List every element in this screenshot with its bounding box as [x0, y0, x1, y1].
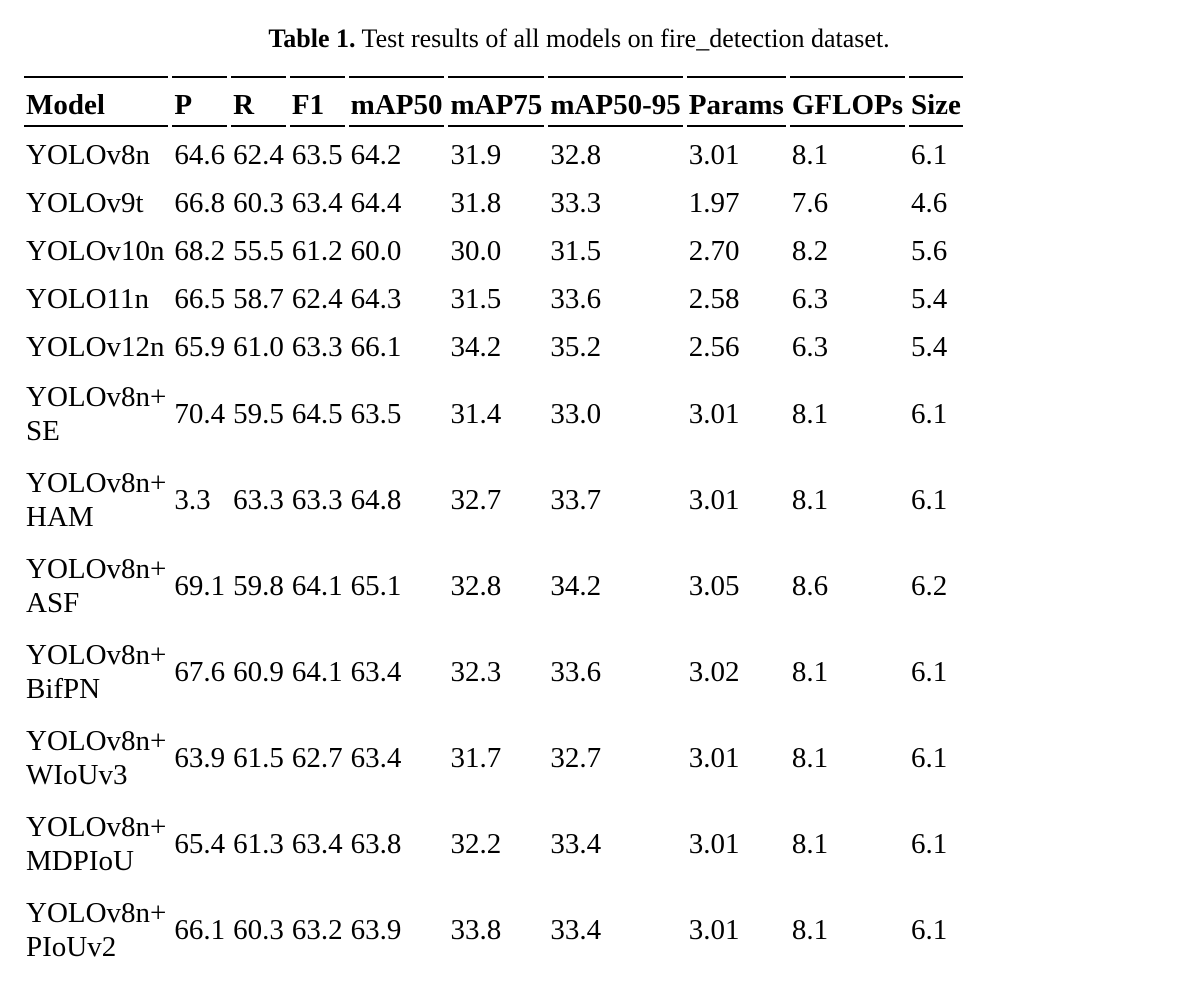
- cell-size: 6.1: [911, 139, 948, 171]
- model-name-line: BifPN: [26, 673, 101, 705]
- cell-size: 6.2: [911, 570, 948, 602]
- cell-f1: 62.4: [291, 283, 343, 315]
- cell-map75: 31.4: [450, 398, 502, 430]
- cell-params: 3.01: [688, 828, 740, 860]
- cell-map50: 64.8: [350, 484, 402, 516]
- cell-params: 2.70: [688, 235, 740, 267]
- cell-p: 68.2: [174, 235, 226, 267]
- model-name-line: YOLOv8n+: [26, 553, 167, 585]
- model-name-line: MDPIoU: [26, 845, 134, 877]
- cell-map50-95: 33.7: [550, 484, 602, 516]
- cell-model: [24, 127, 168, 179]
- table-caption-label: Table 1.: [268, 24, 356, 53]
- table-row: [24, 275, 963, 323]
- cell-p: 66.8: [174, 187, 226, 219]
- cell-size: 6.1: [911, 742, 948, 774]
- table-caption: [0, 22, 1158, 56]
- table-row: [24, 371, 963, 457]
- cell-p: 65.9: [174, 331, 226, 363]
- cell-map50: 66.1: [350, 331, 402, 363]
- table-row: [24, 543, 963, 629]
- cell-gflops: 8.1: [791, 484, 829, 516]
- cell-gflops: 8.1: [791, 828, 829, 860]
- column-header-map75: mAP75: [448, 76, 544, 127]
- cell-r: 58.7: [233, 283, 284, 315]
- cell-map50: 63.4: [350, 656, 402, 688]
- cell-r: 61.3: [233, 828, 284, 860]
- cell-p: 63.9: [174, 742, 226, 774]
- cell-f1: 64.1: [291, 570, 343, 602]
- model-name-line: SE: [26, 415, 60, 447]
- cell-p: 64.6: [174, 139, 226, 171]
- cell-map50: 60.0: [350, 235, 402, 267]
- cell-size: 6.1: [911, 914, 948, 946]
- model-name-line: YOLOv12n: [26, 331, 165, 363]
- cell-r: 59.5: [233, 398, 284, 430]
- model-name-line: YOLOv9t: [26, 187, 144, 219]
- cell-r: 60.3: [233, 187, 284, 219]
- cell-size: 6.1: [911, 398, 948, 430]
- cell-map50: 65.1: [350, 570, 402, 602]
- table-row: [24, 179, 963, 227]
- cell-f1: 63.4: [291, 828, 343, 860]
- cell-gflops: 6.3: [791, 331, 829, 363]
- cell-model: [24, 371, 168, 457]
- cell-map50: 63.8: [350, 828, 402, 860]
- cell-map75: 32.8: [450, 570, 502, 602]
- cell-params: 2.58: [688, 283, 740, 315]
- cell-map75: 33.8: [450, 914, 502, 946]
- cell-map75: 31.5: [450, 283, 502, 315]
- cell-gflops: 8.2: [791, 235, 829, 267]
- cell-model: [24, 801, 168, 887]
- cell-map50-95: 32.7: [550, 742, 602, 774]
- column-header-map50: mAP50: [349, 76, 445, 127]
- table-row: [24, 227, 963, 275]
- cell-gflops: 8.1: [791, 656, 829, 688]
- cell-params: 3.01: [688, 398, 740, 430]
- cell-r: 63.3: [233, 484, 284, 516]
- cell-map50-95: 34.2: [550, 570, 602, 602]
- table-header-row: [24, 76, 963, 127]
- cell-size: 6.1: [911, 484, 948, 516]
- cell-f1: 62.7: [291, 742, 343, 774]
- cell-p: 69.1: [174, 570, 226, 602]
- table-row: [24, 127, 963, 179]
- model-name-line: YOLOv10n: [26, 235, 165, 267]
- column-header-p: P: [172, 76, 227, 127]
- cell-f1: 63.2: [291, 914, 343, 946]
- cell-params: 3.01: [688, 484, 740, 516]
- cell-gflops: 7.6: [791, 187, 829, 219]
- cell-map50-95: 31.5: [550, 235, 602, 267]
- results-table: [20, 76, 967, 973]
- cell-p: 66.5: [174, 283, 226, 315]
- cell-params: 1.97: [688, 187, 740, 219]
- cell-map50-95: 33.6: [550, 656, 602, 688]
- cell-gflops: 8.1: [791, 139, 829, 171]
- cell-size: 6.1: [911, 828, 948, 860]
- cell-r: 60.9: [233, 656, 284, 688]
- model-name-line: YOLOv8n+: [26, 811, 167, 843]
- model-name-line: HAM: [26, 501, 94, 533]
- cell-params: 3.02: [688, 656, 740, 688]
- cell-model: [24, 179, 168, 227]
- cell-map75: 32.3: [450, 656, 502, 688]
- cell-r: 62.4: [233, 139, 284, 171]
- table-row: [24, 887, 963, 973]
- cell-f1: 63.5: [291, 139, 343, 171]
- model-name-line: YOLOv8n+: [26, 897, 167, 929]
- column-header-size: Size: [909, 76, 963, 127]
- cell-params: 3.05: [688, 570, 740, 602]
- cell-model: [24, 543, 168, 629]
- cell-gflops: 6.3: [791, 283, 829, 315]
- cell-p: 70.4: [174, 398, 226, 430]
- cell-gflops: 8.6: [791, 570, 829, 602]
- cell-model: [24, 323, 168, 371]
- column-header-gflops: GFLOPs: [790, 76, 905, 127]
- cell-f1: 61.2: [291, 235, 343, 267]
- cell-map75: 31.7: [450, 742, 502, 774]
- column-header-f1: F1: [290, 76, 345, 127]
- cell-model: [24, 227, 168, 275]
- cell-f1: 64.1: [291, 656, 343, 688]
- cell-f1: 64.5: [291, 398, 343, 430]
- model-name-line: WIoUv3: [26, 759, 128, 791]
- cell-r: 61.0: [233, 331, 284, 363]
- cell-size: 5.6: [911, 235, 948, 267]
- cell-size: 4.6: [911, 187, 948, 219]
- table-row: [24, 323, 963, 371]
- model-name-line: YOLOv8n: [26, 139, 151, 171]
- table-row: [24, 629, 963, 715]
- cell-f1: 63.3: [291, 484, 343, 516]
- cell-gflops: 8.1: [791, 398, 829, 430]
- model-name-line: YOLO11n: [26, 283, 149, 315]
- cell-map50: 64.4: [350, 187, 402, 219]
- cell-map75: 31.8: [450, 187, 502, 219]
- cell-map75: 30.0: [450, 235, 502, 267]
- cell-model: [24, 457, 168, 543]
- table-body: [24, 127, 963, 973]
- cell-size: 5.4: [911, 331, 948, 363]
- cell-r: 59.8: [233, 570, 284, 602]
- table-caption-text: Test results of all models on fire_detection dataset.: [355, 24, 890, 53]
- model-name-line: PIoUv2: [26, 931, 117, 963]
- cell-map50-95: 33.0: [550, 398, 602, 430]
- cell-p: 3.3: [174, 484, 211, 516]
- cell-r: 61.5: [233, 742, 284, 774]
- cell-map50-95: 33.6: [550, 283, 602, 315]
- model-name-line: YOLOv8n+: [26, 381, 167, 413]
- cell-model: [24, 887, 168, 973]
- column-header-map50-95: mAP50-95: [548, 76, 682, 127]
- cell-params: 3.01: [688, 139, 740, 171]
- cell-p: 67.6: [174, 656, 226, 688]
- model-name-line: YOLOv8n+: [26, 639, 167, 671]
- cell-map75: 34.2: [450, 331, 502, 363]
- cell-params: 2.56: [688, 331, 740, 363]
- cell-map50: 63.9: [350, 914, 402, 946]
- cell-map75: 32.2: [450, 828, 502, 860]
- cell-r: 60.3: [233, 914, 284, 946]
- cell-map50: 63.5: [350, 398, 402, 430]
- cell-gflops: 8.1: [791, 742, 829, 774]
- column-header-r: R: [231, 76, 286, 127]
- table-row: [24, 801, 963, 887]
- table-row: [24, 715, 963, 801]
- cell-params: 3.01: [688, 742, 740, 774]
- cell-model: [24, 715, 168, 801]
- cell-map50-95: 32.8: [550, 139, 602, 171]
- cell-map75: 32.7: [450, 484, 502, 516]
- cell-map50-95: 33.4: [550, 828, 602, 860]
- cell-f1: 63.4: [291, 187, 343, 219]
- model-name-line: YOLOv8n+: [26, 725, 167, 757]
- cell-map50-95: 33.4: [550, 914, 602, 946]
- cell-params: 3.01: [688, 914, 740, 946]
- cell-model: [24, 275, 168, 323]
- cell-size: 6.1: [911, 656, 948, 688]
- cell-map50: 64.2: [350, 139, 402, 171]
- model-name-line: ASF: [26, 587, 80, 619]
- cell-size: 5.4: [911, 283, 948, 315]
- cell-r: 55.5: [233, 235, 284, 267]
- column-header-params: Params: [687, 76, 786, 127]
- cell-model: [24, 629, 168, 715]
- cell-gflops: 8.1: [791, 914, 829, 946]
- cell-f1: 63.3: [291, 331, 343, 363]
- cell-p: 65.4: [174, 828, 226, 860]
- model-name-line: YOLOv8n+: [26, 467, 167, 499]
- cell-map50-95: 35.2: [550, 331, 602, 363]
- cell-p: 66.1: [174, 914, 226, 946]
- cell-map75: 31.9: [450, 139, 502, 171]
- cell-map50: 63.4: [350, 742, 402, 774]
- table-row: [24, 457, 963, 543]
- cell-map50: 64.3: [350, 283, 402, 315]
- cell-map50-95: 33.3: [550, 187, 602, 219]
- column-header-model: Model: [24, 76, 168, 127]
